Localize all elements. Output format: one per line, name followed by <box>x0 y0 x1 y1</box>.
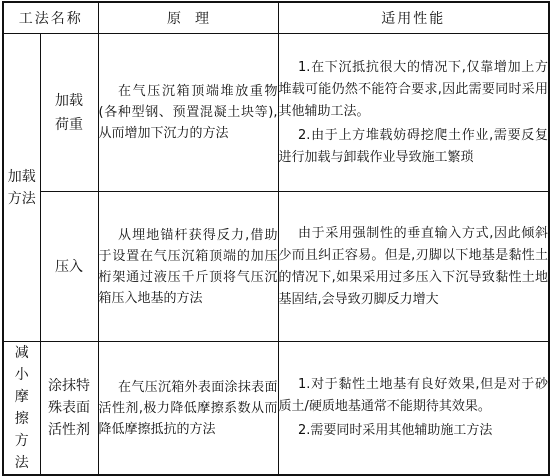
performance-item: 1.在下沉抵抗很大的情况下,仅靠增加上方堆载可能仍然不能符合要求,因此需要同时采用其他辅助工法。 <box>278 59 548 119</box>
construction-method-table <box>2 1 550 476</box>
category-friction-reduction: 减小摩擦方法 <box>3 342 40 476</box>
table-row <box>3 34 549 192</box>
header-row <box>3 2 549 34</box>
principle-surfactant: 在气压沉箱外表面涂抹表面活性剂,极力降低摩擦系数从而降低摩擦抵抗的方法 <box>98 342 278 476</box>
table-row <box>3 192 549 342</box>
performance-item: 2.需要同时采用其他辅助施工方法 <box>298 423 493 438</box>
header-method-name: 工法名称 <box>3 2 98 34</box>
performance-loading-weight <box>278 34 549 192</box>
method-surfactant: 涂抹特殊表面活性剂 <box>40 342 98 476</box>
header-principle: 原 理 <box>98 2 278 34</box>
performance-item: 由于采用强制性的垂直输入方式,因此倾斜少而且纠正容易。但是,刃脚以下地基是黏性土的情况下,如果采用过多压入下沉导致黏性土地基固结,会导致刃脚反力增大 <box>278 225 548 307</box>
header-performance: 适用性能 <box>278 2 549 34</box>
performance-item: 2.由于上方堆载妨碍挖爬土作业,需要反复进行加载与卸载作业导致施工繁琐 <box>278 127 548 165</box>
principle-press-in: 从埋地锚杆获得反力,借助于设置在气压沉箱顶端的加压桁架通过液压千斤顶将气压沉箱压入地基的方法 <box>98 192 278 342</box>
method-press-in: 压入 <box>40 192 98 342</box>
table-row <box>3 342 549 476</box>
performance-surfactant <box>278 342 549 476</box>
performance-item: 1.对于黏性土地基有良好效果,但是对于砂质土/硬质地基通常不能期待其效果。 <box>278 377 548 414</box>
principle-loading-weight: 在气压沉箱顶端堆放重物(各种型钢、预置混凝土块等),从而增加下沉力的方法 <box>98 34 278 192</box>
category-loading: 加载方法 <box>3 34 40 342</box>
method-loading-weight: 加载荷重 <box>40 34 98 192</box>
performance-press-in <box>278 192 549 342</box>
